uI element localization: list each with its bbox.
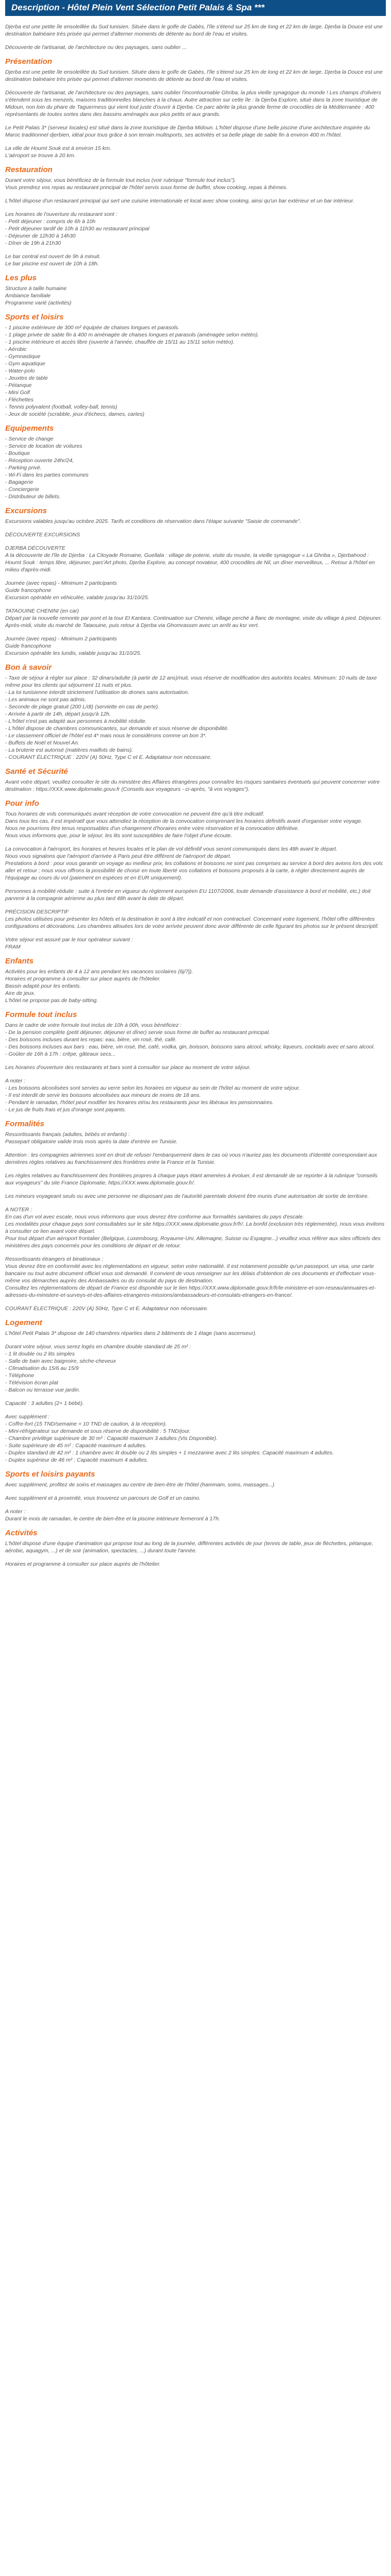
section-heading: Equipements bbox=[5, 424, 54, 433]
list-item: - Wi-Fi dans les parties communes bbox=[5, 472, 89, 478]
section-heading: Sports et loisirs payants bbox=[5, 1470, 95, 1479]
paragraph: Les horaires d'ouverture des restaurants et bars sont à consulter sur place au moment de votre séjour. bbox=[5, 1064, 251, 1071]
paragraph: Le Petit Palais 3* (serveur locales) est situé dans la zone touristique de Djerba Midoun. L'hôtel dispose d'une belle piscine d'une architecture inspirée du Maroc traditionnel djerbien, idéal pour tous grâce à son terrain multisports, ses activités et sa belle plage de sable fin à environ 400 m l'hôtel. bbox=[5, 125, 370, 138]
list-item: - Boutique bbox=[5, 450, 30, 456]
paragraph: - Taxe de séjour à régler sur place : 32 dinars/adulte (à partir de 12 ans)/nuit, vous réserve de modification des autorités locales. Minimum: 10 nuits de taxe même pour les clients qui séjournent 11 nuits et plus. - La loi tunisienne interdit strictement l'utilisation de drones sans autorisation. - Les animaux ne sont pas admis. - Seconde de plage gratuit (200 L/dt) (serviette en cas de perte). - Arrivée à partir de 14h, départ jusqu'à 12h. - L'hôtel n'est pas adapté aux personnes à mobilité réduite. - L'hôtel dispose de chambres communicantes, sur demande et sous réserve de disponibilité. - Le classement officiel de l'hôtel est 4* mais nous le considérons comme un bon 3*. - Buffets de Noël et Nouvel An. - La bruterie est autorisé (matières maillots de bains). - COURANT ÉLECTRIQUE : 220V (A) 50Hz, Type C et E. Adaptateur non nécessaire. bbox=[5, 675, 377, 760]
paragraph: Les horaires de l'ouverture du restaurant sont : - Petit déjeuner : compris de 6h à 10h - Petit déjeuner tardif de 10h à 11h30 au restaurant principal - Déjeuner de 12h30 à 14h30 - Dîner de 19h à 21h30 bbox=[5, 211, 150, 246]
paragraph: Avec supplément : - Coffre-fort (15 TND/semaine = 10 TND de caution, à la réception). - Mini-réfrigérateur sur demande et sous réserve de disponibilité : 5 TND/jour. - Chambre privilège supérieure de 30 m² : Capacité maximum 3 adultes (Vis Disponible). - Suite supérieure de 45 m² : Capacité maximum 4 adultes. - Duplex standard de 42 m² : 1 chambre avec lit double ou 2 lits simples + 1 mezzanine avec 2 lits simples. Capacité maximum 4 adultes. - Duplex supérieur de 46 m² : Capacité maximum 4 adultes. bbox=[5, 1414, 334, 1463]
list-item: - Mini Golf bbox=[5, 389, 30, 396]
paragraph: Votre séjour est assuré par le tour opérateur suivant : FRAM bbox=[5, 937, 133, 950]
section-heading: Les plus bbox=[5, 274, 37, 282]
paragraph: Le bar central est ouvert de 9h à minuit. Le bar piscine est ouvert de 10h à 18h. bbox=[5, 253, 101, 267]
paragraph: Horaires et programme à consulter sur place auprès de l'hôtelier. bbox=[5, 1561, 161, 1567]
section-presentation bbox=[5, 58, 386, 159]
list-item: - Distributeur de billets. bbox=[5, 494, 61, 500]
intro-paragraph: Découverte de l'artisanat, de l'architecture ou des paysages, sans oublier ... bbox=[5, 44, 187, 50]
section-heading: Santé et Sécurité bbox=[5, 767, 68, 776]
section-pour-info bbox=[5, 800, 386, 951]
section-sports-payants bbox=[5, 1471, 386, 1522]
paragraph: Ressortissants étrangers et binationaux : Vous devrez être en conformité avec les réglementations en vigueur, selon votre nationalité. Il est notamment possible qu'un passeport, un visa, une carte bancaire ou tout autre document officiel vous soit demandé. Il convient de vous renseigner sur les délais d'obtention de ces documents et d'effectuer vous-même vos démarches auprès des Ambassades ou du consulat du pays de destination. Consultez les réglementations de départ de France est disponible sur le lien https://XXX.www.diplomatie.gouv.fr/fr/le-ministere-et-son-reseau/annuaires-et-adresses-du-ministere-et-surveys-et-des-affaires-etrangeres-missions/ambassadeurs-et-consulats-etrangers-en-france/. bbox=[5, 1256, 376, 1298]
list-item: - Tennis polyvalent (football, volley-ball, tennis) bbox=[5, 404, 118, 410]
paragraph: COURANT ÉLECTRIQUE : 220V (A) 50Hz, Type C et E. Adaptateur non nécessaire. bbox=[5, 1306, 208, 1312]
paragraph: Activités pour les enfants de 4 à 12 ans pendant les vacances scolaires (6j/7j). Horaires et programme à consulter sur place auprès de l'hôtelier. Bassin adapté pour les enfants. Aire de jeux. L'hôtel ne propose pas de baby-sitting. bbox=[5, 969, 193, 1004]
section-logement bbox=[5, 1319, 386, 1464]
section-excursions bbox=[5, 507, 386, 657]
section-heading: Restauration bbox=[5, 165, 53, 174]
paragraph: Djerba est une petite île ensoleillée du Sud tunisien. Située dans le golfe de Gabès, l'île s'étend sur 25 km de long et 22 km de large. Djerba la Douce est une destination balnéaire très prisée qui permet d'alterner moments de détente au bord de l'eau et visites. bbox=[5, 69, 383, 82]
intro bbox=[5, 23, 386, 51]
section-equipements bbox=[5, 425, 386, 500]
paragraph: Avant votre départ, veuillez consulter le site du ministère des Affaires étrangères pour connaître les risques sanitaires éventuels qui peuvent concerner votre destination : https://XXX.www.diplomatie.gouv.fr (Conseils aux voyageurs - ci-après, "à vos voyages"). bbox=[5, 779, 380, 792]
paragraph: Ressortissants français (adultes, bébés et enfants) : Passepart obligatoire valide trois mois après la date d'entrée en Tunisie. bbox=[5, 1131, 178, 1145]
list-item: - 1 plage privée de sable fin à 400 m aménagée de chaises longues et parasols (aménagée selon météo). bbox=[5, 332, 259, 338]
list-item: - Conciergerie bbox=[5, 486, 39, 493]
paragraph: L'hôtel Petit Palais 3* dispose de 140 chambres réparties dans 2 bâtiments de 1 étage (sans ascenseur). bbox=[5, 1330, 257, 1336]
list-item: - Gym aquatique bbox=[5, 361, 45, 367]
list-item: - Gymnastique bbox=[5, 353, 41, 360]
paragraph: Capacité : 3 adultes (2+ 1 bébé). bbox=[5, 1400, 84, 1406]
list-item: - Aérobic bbox=[5, 346, 27, 352]
section-heading: Pour info bbox=[5, 799, 39, 808]
paragraph: Personnes à mobilité réduite : suite à l'entrée en vigueur du règlement européen EU 1107/2006, toute demande d'assistance à bord et mobilité, etc.) doit parvenir à la compagnie aérienne au plus tard 48h avant la date de départ. bbox=[5, 888, 371, 902]
section-heading: Formule tout inclus bbox=[5, 1010, 77, 1019]
paragraph: A noter : Durant le mois de ramadan, le centre de bien-être et la piscine intérieure fermeront à 17h. bbox=[5, 1509, 220, 1522]
paragraph: A noter : - Les boissons alcoolisées sont servies au verre selon les horaires en vigueur au sein de l'hôtel au moment de votre séjour. - Il est interdit de servir les boissons alcoolisées aux mineurs de moins de 18 ans. - Pendant le ramadan, l'hôtel peut modifier les horaires et/ou les restaurants pour les libéraux les pensionnaires. - Le jus de fruits frais et jus d'orange sont payants. bbox=[5, 1078, 300, 1113]
paragraph: La convocation à l'aéroport, les horaires et heures locales et le plan de vol définitif vous seront communiqués dans les 48h avant le départ. Nous vous signalons que l'aéroport d'arrivée à Paris peut être différent de l'aéroport de départ. Prestations à bord : pour vous garantir un voyage au meilleur prix, les collations et boissons ne sont pas comprises au service à bord des avions lors des vols aller et retour ; nous vous offrons la possibilité de choisir en toute liberté vos collations et boissons proposés à la carte, à régler directement auprès de l'équipage au cours du vol (paiement en espèces et en EUR uniquement). bbox=[5, 846, 383, 881]
list-item: - Fléchettes bbox=[5, 397, 34, 403]
page-title: Description - Hôtel Plein Vent Sélection Petit Palais & Spa *** bbox=[5, 0, 386, 16]
section-bon-a-savoir bbox=[5, 664, 386, 761]
paragraph: Excursions valables jusqu'au octobre 2025. Tarifs et conditions de réservation dans l'étape suivante "Saisie de commande". bbox=[5, 518, 301, 524]
paragraph: L'hôtel dispose d'une équipe d'animation qui propose tout au long de la journée, différentes activités de jour (tennis de table, jeux de fléchettes, pétanque, aérobic, aquagym, ...) et de soir (animation, spectacles, ...) durant toute l'année. bbox=[5, 1540, 373, 1554]
list-item: - Jeux de société (scrabble, jeux d'échecs, dames, cartes) bbox=[5, 411, 144, 417]
list-item: - 1 piscine extérieure de 300 m² équipée de chaises longues et parasols. bbox=[5, 325, 180, 331]
section-restauration bbox=[5, 166, 386, 267]
paragraph: Les règles relatives au franchissement des frontières propres à chaque pays étant amenées à évoluer, il est demandé de se reporter à la rubrique "conseils aux voyageurs" du site France Diplomatie, https://XXX.www.diplomatie.gouv.fr/. bbox=[5, 1173, 378, 1186]
paragraph: Les mineurs voyageant seuls ou avec une personne ne disposant pas de l'autorité parentale doivent être munis d'une autorisation de sortie de territoire. bbox=[5, 1193, 369, 1199]
section-enfants bbox=[5, 958, 386, 1004]
list-item: - Réception ouverte 24hr/24, bbox=[5, 457, 74, 464]
list-item: - Service de change bbox=[5, 436, 54, 442]
list-item: Programme varié (activités) bbox=[5, 300, 72, 306]
list-item: - Parking privé. bbox=[5, 465, 42, 471]
section-plus bbox=[5, 275, 386, 307]
section-sports bbox=[5, 314, 386, 418]
section-heading: Enfants bbox=[5, 957, 34, 965]
list-item: - Service de location de voitures bbox=[5, 443, 83, 449]
list-item: - Pétanque bbox=[5, 382, 32, 388]
section-heading: Bon à savoir bbox=[5, 663, 52, 672]
paragraph: Journée (avec repas) - Minimum 2 participants Guide francophone Excursion opérable les lundis, valable jusqu'au 31/10/25. bbox=[5, 636, 142, 656]
paragraph: DJERBA DÉCOUVERTE A la découverte de l'île de Djerba : La Citoyade Romaine, Guellala : village de poterie, visite du musée, la vieille synagogue « La Ghriba », Djerbahood : Houmt Souk : temps libre, déjeuner, parc'Art photo, Djerba Explore, au concept novateur, 400 crocodiles de Nil, un dîner merveilleux, ... Retour à l'hôtel en milieu d'après-midi. bbox=[5, 545, 375, 573]
paragraph: Dans le cadre de votre formule tout inclus de 10h à 00h, vous bénéficiez : - De la pension complète (petit déjeuner, déjeuner et dîner) servie sous forme de buffet au restaurant principal. - Des boissons incluses durant les repas: eau, bière, vin rosé, thé, café. - Des boissons incluses aux bars : eau, bière, vin rosé, thé, café, vodka, gin, boisson, boissons sans alcool, whisky, liqueurs, cocktails avec et sans alcool. - Goûter de 16h à 17h : crêpe, gâteaux secs... bbox=[5, 1022, 375, 1057]
paragraph: TATAOUINE CHENINI (en car) Départ par la nouvelle remonte par pont et la tour El Kantara. Continuation sur Chenini, village perché à flanc de montagne, visite du village à pied. Déjeuner. Après-midi, visite du marché de Tataouine, puis retour à Djerba via Ghomrassen avec un arrêt au ksr vert. bbox=[5, 608, 382, 629]
paragraph: PRÉCISION DESCRIPTIF Les photos utilisées pour présenter les hôtels et la destination le sont à titre indicatif et non contractuel. Concernant votre logement, l'hôtel offre différentes configurations et décorations. Les chambres allouées lors de votre arrivée peuvent donc avoir différente de celle figurant les photos sur le présent descriptif. bbox=[5, 909, 379, 929]
section-heading: Formalités bbox=[5, 1120, 44, 1128]
section-heading: Logement bbox=[5, 1318, 42, 1327]
paragraph: Avec supplément, profitez de soins et massages au centre de bien-être de l'hôtel (hammam, soins, massages...) bbox=[5, 1482, 274, 1488]
paragraph: Attention : les compagnies aériennes sont en droit de refuser l'embarquement dans le cas où vous n'auriez pas les documents d'identité correspondant aux dernières règles relatives au franchissement des frontières entre la France et la Tunisie. bbox=[5, 1152, 378, 1165]
paragraph: Découverte de l'artisanat, de l'architecture ou des paysages, sans oublier l'incontournable Ghriba, la plus vieille synagogue du monde ! Les champs d'oliviers s'étendent sous les menzels, maisons traditionnelles blanchies à la chaux. Autre attraction sur cette île : la Djerba Explore, situé dans la zone touristique de Midoun, non loin du phare de Taguermess qui vient tout juste d'ouvrir à Djerba. Ce parc abrite la plus grande ferme de crocodiles de la Méditerranée : 400 représentants de toutes sortes dans des bassins aménagés aux plus petits et aux grands. bbox=[5, 90, 381, 117]
section-activites bbox=[5, 1530, 386, 1568]
paragraph: Avec supplément et à proximité, vous trouverez un parcours de Golf et un casino. bbox=[5, 1495, 201, 1501]
list-item: - Jeuxtes de table bbox=[5, 375, 48, 381]
paragraph: Tous horaires de vols communiqués avant réception de votre convocation ne peuvent être qu'à titre indicatif. Dans tous les cas, il est impératif que vous attendiez la réception de la convocation comprenant les horaires définitifs avant d'organiser votre voyage. Nous ne pourrions être tenus responsables d'un changement d'horaires entre votre réservation et la convocation définitive. Nous vous informons que, pour le séjour, les lits sont susceptibles de faire l'objet d'une écoute. bbox=[5, 811, 363, 839]
list-item: - Water-polo bbox=[5, 368, 35, 374]
intro-paragraph: Djerba est une petite île ensoleillée du Sud tunisien. Située dans le golfe de Gabès, l'île s'étend sur 25 km de long et 22 km de large. Djerba la Douce est une destination balnéaire très prisée qui permet d'alterner moments de détente au bord de l'eau et visites. bbox=[5, 24, 383, 37]
section-formule-tout-inclus bbox=[5, 1011, 386, 1113]
paragraph: La ville de Houmt Souk est à environ 15 km. L'aéroport se trouve à 20 km. bbox=[5, 145, 111, 159]
section-heading: Excursions bbox=[5, 506, 47, 515]
list-item: Ambiance familiale bbox=[5, 293, 51, 299]
list-item: - 1 piscine intérieure et accès libre (ouverte à l'année, chauffée de 15/11 au 15/11 selon météo). bbox=[5, 339, 235, 345]
paragraph: Journée (avec repas) - Minimum 2 participants Guide francophone Excursion opérable en véhiculée, valable jusqu'au 31/10/25. bbox=[5, 580, 150, 601]
section-heading: Sports et loisirs bbox=[5, 313, 64, 321]
section-sante bbox=[5, 768, 386, 793]
paragraph: Durant votre séjour, vous serez logés en chambre double standard de 25 m² : - 1 lit double ou 2 lits simples - Salle de bain avec baignoire, sèche-cheveux - Climatisation du 15/6 au 15/9 - Téléphone - Télévision écran plat - Balcon ou terrasse vue jardin. bbox=[5, 1344, 191, 1393]
list-item: Structure à taille humaine bbox=[5, 285, 67, 292]
list-item: - Bagagerie bbox=[5, 479, 34, 485]
paragraph: L'hôtel dispose d'un restaurant principal qui sert une cuisine internationale et local avec show cooking, ainsi qu'un bar extérieur et un bar intérieur. bbox=[5, 198, 354, 204]
paragraph: Durant votre séjour, vous bénéficiez de la formule tout inclus (voir rubrique "formule tout inclus"). Vous prendrez vos repas au restaurant principal de l'hôtel servis sous forme de buffet, show cooking, repas à thèmes. bbox=[5, 177, 288, 191]
section-formalites bbox=[5, 1121, 386, 1312]
section-heading: Présentation bbox=[5, 57, 52, 66]
paragraph: DÉCOUVERTE EXCURSIONS bbox=[5, 532, 80, 538]
section-heading: Activités bbox=[5, 1529, 38, 1537]
paragraph: A NOTER : En cas d'un vol avec escale, nous vous informons que vous devrez être conforme aux formalités sanitaires du pays d'escale. Les modalités pour chaque pays sont consultables sur le site https://XXX.www.diplomatie.gouv.fr/fr/. La bonfd (exclusion très réglementée), nous vous invitons à consulter ce lien avant votre départ. Pour tout départ d'un aéroport frontalier (Belgique, Luxembourg, Royaume-Uni, Allemagne, Suisse ou Espagne...) veuillez vous référer aux sites officiels des ministères des pays concernés pour les conditions de départ et de retour. bbox=[5, 1207, 385, 1249]
